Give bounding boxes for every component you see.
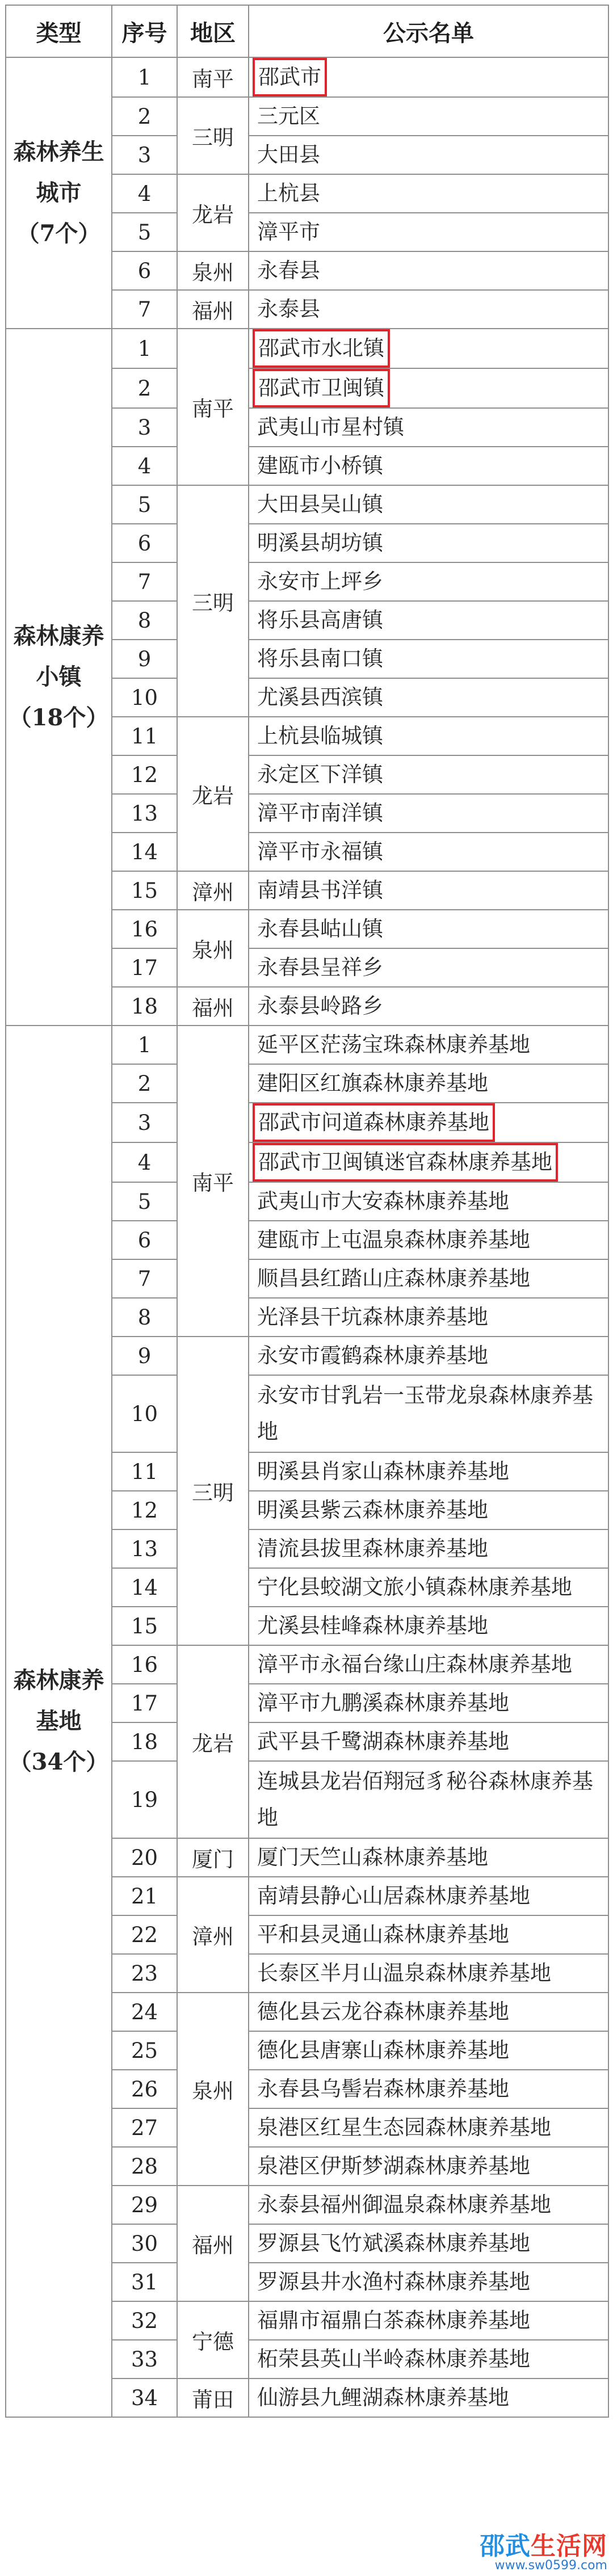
name-cell <box>249 833 608 871</box>
name-cell <box>249 1026 608 1064</box>
region-cell: 南平 <box>177 57 249 97</box>
category-cell <box>6 57 112 329</box>
seq-cell: 5 <box>112 213 177 251</box>
table-header-row <box>6 5 608 57</box>
seq-cell: 8 <box>112 1298 177 1337</box>
seq-cell: 13 <box>112 1529 177 1568</box>
name-text: 永春县 <box>257 258 320 283</box>
region-cell: 龙岩 <box>177 174 249 251</box>
region-cell: 三明 <box>177 485 249 717</box>
name-cell <box>249 524 608 562</box>
name-cell <box>249 213 608 251</box>
name-cell <box>249 871 608 910</box>
name-text: 厦门天竺山森林康养基地 <box>257 1845 488 1869</box>
region-cell: 宁德 <box>177 2301 249 2379</box>
name-text: 永春县呈祥乡 <box>257 955 383 980</box>
watermark-logo <box>480 2525 607 2573</box>
region-cell: 福州 <box>177 987 249 1026</box>
name-cell <box>249 2186 608 2224</box>
name-text: 将乐县南口镇 <box>257 646 383 671</box>
seq-cell: 4 <box>112 447 177 485</box>
seq-cell: 29 <box>112 2186 177 2224</box>
name-text: 连城县龙岩佰翔冠豸秘谷森林康养基地 <box>257 1769 593 1830</box>
name-cell <box>249 1568 608 1607</box>
name-cell <box>249 678 608 717</box>
seq-cell: 8 <box>112 601 177 640</box>
name-text: 永安市霞鹤森林康养基地 <box>257 1343 488 1368</box>
region-cell: 南平 <box>177 329 249 485</box>
name-cell <box>249 57 608 97</box>
seq-cell: 27 <box>112 2108 177 2147</box>
name-cell <box>249 1877 608 1915</box>
watermark-brand-a: 邵武 <box>480 2532 531 2561</box>
name-text: 明溪县胡坊镇 <box>257 531 383 555</box>
seq-cell: 2 <box>112 97 177 136</box>
seq-cell: 18 <box>112 1722 177 1761</box>
name-text: 大田县吴山镇 <box>257 492 383 516</box>
category-line: 森林康养 <box>13 1667 104 1693</box>
name-text: 上杭县 <box>257 181 320 205</box>
region-cell: 三明 <box>177 97 249 174</box>
name-cell <box>249 97 608 136</box>
seq-cell: 4 <box>112 1142 177 1182</box>
name-text: 清流县拔里森林康养基地 <box>257 1536 488 1561</box>
name-cell <box>249 1103 608 1142</box>
name-text: 武夷山市大安森林康养基地 <box>257 1189 509 1213</box>
category-line: （34个） <box>9 1749 109 1775</box>
seq-cell: 1 <box>112 57 177 97</box>
seq-cell: 22 <box>112 1915 177 1954</box>
name-text: 泉港区伊斯梦湖森林康养基地 <box>257 2154 530 2178</box>
name-cell <box>249 1491 608 1529</box>
name-text: 建阳区红旗森林康养基地 <box>257 1071 488 1095</box>
name-text: 漳平市永福镇 <box>257 839 383 864</box>
header-type: 类型 <box>6 5 112 57</box>
seq-cell: 5 <box>112 1182 177 1221</box>
name-cell <box>249 1375 608 1452</box>
seq-cell: 20 <box>112 1838 177 1877</box>
table-row <box>6 57 608 97</box>
name-text: 顺昌县红踏山庄森林康养基地 <box>257 1266 530 1291</box>
seq-cell: 13 <box>112 794 177 833</box>
seq-cell: 2 <box>112 1064 177 1103</box>
region-cell: 厦门 <box>177 1838 249 1877</box>
name-cell <box>249 2340 608 2379</box>
name-cell <box>249 948 608 987</box>
seq-cell: 9 <box>112 640 177 678</box>
name-text: 光泽县干坑森林康养基地 <box>257 1305 488 1329</box>
highlighted-name: 邵武市 <box>253 58 327 96</box>
seq-cell: 7 <box>112 1259 177 1298</box>
table-body <box>6 57 608 2417</box>
name-cell <box>249 1182 608 1221</box>
seq-cell: 4 <box>112 174 177 213</box>
name-text: 延平区茫荡宝珠森林康养基地 <box>257 1032 530 1057</box>
name-cell <box>249 1337 608 1375</box>
name-cell <box>249 1064 608 1103</box>
region-cell: 泉州 <box>177 251 249 290</box>
category-line: 基地 <box>36 1708 82 1734</box>
name-text: 罗源县飞竹斌溪森林康养基地 <box>257 2231 530 2255</box>
region-cell: 南平 <box>177 1026 249 1337</box>
highlighted-name: 邵武市卫闽镇 <box>253 369 390 407</box>
name-text: 大田县 <box>257 142 320 167</box>
name-text: 永泰县 <box>257 297 320 321</box>
seq-cell: 28 <box>112 2147 177 2186</box>
name-cell <box>249 1298 608 1337</box>
name-cell <box>249 2070 608 2108</box>
name-text: 武夷山市星村镇 <box>257 415 404 439</box>
name-cell <box>249 1722 608 1761</box>
seq-cell: 10 <box>112 678 177 717</box>
seq-cell: 6 <box>112 251 177 290</box>
name-cell <box>249 408 608 447</box>
name-text: 南靖县书洋镇 <box>257 878 383 902</box>
region-cell: 福州 <box>177 2186 249 2301</box>
name-cell <box>249 717 608 755</box>
seq-cell: 30 <box>112 2224 177 2263</box>
highlighted-name: 邵武市水北镇 <box>253 329 390 368</box>
region-cell: 泉州 <box>177 910 249 987</box>
seq-cell: 3 <box>112 136 177 174</box>
name-cell <box>249 251 608 290</box>
seq-cell: 14 <box>112 1568 177 1607</box>
name-cell <box>249 1838 608 1877</box>
seq-cell: 6 <box>112 1221 177 1259</box>
name-cell <box>249 1954 608 1993</box>
name-cell <box>249 2263 608 2301</box>
seq-cell: 1 <box>112 1026 177 1064</box>
region-cell: 三明 <box>177 1337 249 1645</box>
seq-cell: 34 <box>112 2379 177 2417</box>
seq-cell: 25 <box>112 2031 177 2070</box>
name-text: 平和县灵通山森林康养基地 <box>257 1922 509 1947</box>
category-line: （18个） <box>9 704 109 731</box>
name-cell <box>249 1221 608 1259</box>
seq-cell: 26 <box>112 2070 177 2108</box>
seq-cell: 11 <box>112 717 177 755</box>
category-line: 森林养生 <box>13 138 104 165</box>
name-text: 漳平市永福台缘山庄森林康养基地 <box>257 1652 572 1676</box>
seq-cell: 9 <box>112 1337 177 1375</box>
category-cell <box>6 1026 112 2417</box>
region-cell: 漳州 <box>177 1877 249 1993</box>
name-cell <box>249 1259 608 1298</box>
region-cell: 龙岩 <box>177 1645 249 1838</box>
name-text: 福鼎市福鼎白茶森林康养基地 <box>257 2308 530 2333</box>
category-cell <box>6 329 112 1026</box>
name-text: 武平县千鹭湖森林康养基地 <box>257 1729 509 1754</box>
seq-cell: 16 <box>112 910 177 948</box>
name-cell <box>249 1452 608 1491</box>
seq-cell: 15 <box>112 1607 177 1645</box>
name-text: 永泰县岭路乡 <box>257 994 383 1018</box>
seq-cell: 10 <box>112 1375 177 1452</box>
seq-cell: 32 <box>112 2301 177 2340</box>
name-text: 永定区下洋镇 <box>257 762 383 787</box>
seq-cell: 21 <box>112 1877 177 1915</box>
seq-cell: 17 <box>112 948 177 987</box>
name-text: 长泰区半月山温泉森林康养基地 <box>257 1961 551 1985</box>
category-line: 森林康养 <box>13 623 104 649</box>
name-cell <box>249 1993 608 2031</box>
watermark-brand-b: 生活网 <box>531 2532 607 2561</box>
name-cell <box>249 755 608 794</box>
name-cell <box>249 290 608 329</box>
name-text: 将乐县高唐镇 <box>257 608 383 632</box>
name-cell <box>249 485 608 524</box>
table-row <box>6 1026 608 1064</box>
seq-cell: 23 <box>112 1954 177 1993</box>
name-cell <box>249 910 608 948</box>
seq-cell: 11 <box>112 1452 177 1491</box>
name-text: 南靖县静心山居森林康养基地 <box>257 1884 530 1908</box>
seq-cell: 6 <box>112 524 177 562</box>
name-text: 建瓯市上屯温泉森林康养基地 <box>257 1228 530 1252</box>
name-text: 永安市上坪乡 <box>257 569 383 594</box>
seq-cell: 16 <box>112 1645 177 1684</box>
seq-cell: 2 <box>112 368 177 408</box>
name-text: 三元区 <box>257 104 320 128</box>
list-table <box>5 5 609 2418</box>
name-text: 德化县唐寨山森林康养基地 <box>257 2038 509 2062</box>
name-cell <box>249 1645 608 1684</box>
name-text: 永春县乌髻岩森林康养基地 <box>257 2077 509 2101</box>
name-cell <box>249 1607 608 1645</box>
name-text: 尤溪县西滨镇 <box>257 685 383 709</box>
highlighted-name: 邵武市问道森林康养基地 <box>253 1103 495 1142</box>
seq-cell: 7 <box>112 562 177 601</box>
name-text: 泉港区红星生态园森林康养基地 <box>257 2115 551 2140</box>
name-text: 宁化县蛟湖文旅小镇森林康养基地 <box>257 1575 572 1599</box>
seq-cell: 3 <box>112 408 177 447</box>
name-text: 建瓯市小桥镇 <box>257 453 383 478</box>
region-cell: 福州 <box>177 290 249 329</box>
seq-cell: 7 <box>112 290 177 329</box>
name-cell <box>249 2031 608 2070</box>
seq-cell: 3 <box>112 1103 177 1142</box>
name-cell <box>249 640 608 678</box>
seq-cell: 12 <box>112 1491 177 1529</box>
header-list: 公示名单 <box>249 5 608 57</box>
name-text: 漳平市九鹏溪森林康养基地 <box>257 1691 509 1715</box>
name-cell <box>249 368 608 408</box>
watermark-url: www.sw0599.com <box>494 2558 607 2573</box>
highlighted-name: 邵武市卫闽镇迷官森林康养基地 <box>253 1143 558 1182</box>
name-text: 明溪县肖家山森林康养基地 <box>257 1459 509 1484</box>
region-cell: 漳州 <box>177 871 249 910</box>
header-seq: 序号 <box>112 5 177 57</box>
watermark-brand <box>480 2525 607 2562</box>
name-cell <box>249 2108 608 2147</box>
name-text: 尤溪县桂峰森林康养基地 <box>257 1613 488 1638</box>
category-line: 城市 <box>36 179 82 206</box>
name-cell <box>249 329 608 368</box>
name-cell <box>249 2379 608 2417</box>
table-row <box>6 329 608 368</box>
category-line: 小镇 <box>36 663 82 690</box>
name-cell <box>249 794 608 833</box>
name-cell <box>249 1761 608 1838</box>
name-cell <box>249 1142 608 1182</box>
name-text: 仙游县九鲤湖森林康养基地 <box>257 2385 509 2410</box>
name-text: 罗源县井水渔村森林康养基地 <box>257 2270 530 2294</box>
name-text: 漳平市南洋镇 <box>257 801 383 825</box>
name-text: 德化县云龙谷森林康养基地 <box>257 1999 509 2024</box>
seq-cell: 31 <box>112 2263 177 2301</box>
seq-cell: 33 <box>112 2340 177 2379</box>
name-text: 明溪县紫云森林康养基地 <box>257 1498 488 1522</box>
name-cell <box>249 136 608 174</box>
name-text: 永泰县福州御温泉森林康养基地 <box>257 2192 551 2217</box>
seq-cell: 1 <box>112 329 177 368</box>
name-cell <box>249 987 608 1026</box>
name-cell <box>249 1915 608 1954</box>
seq-cell: 19 <box>112 1761 177 1838</box>
region-cell: 莆田 <box>177 2379 249 2417</box>
seq-cell: 17 <box>112 1684 177 1722</box>
name-cell <box>249 2301 608 2340</box>
name-cell <box>249 2224 608 2263</box>
name-cell <box>249 601 608 640</box>
header-region: 地区 <box>177 5 249 57</box>
seq-cell: 5 <box>112 485 177 524</box>
name-cell <box>249 1684 608 1722</box>
name-text: 永安市甘乳岩一玉带龙泉森林康养基地 <box>257 1383 593 1444</box>
name-cell <box>249 562 608 601</box>
seq-cell: 14 <box>112 833 177 871</box>
name-cell <box>249 1529 608 1568</box>
seq-cell: 24 <box>112 1993 177 2031</box>
seq-cell: 18 <box>112 987 177 1026</box>
name-text: 永春县岵山镇 <box>257 917 383 941</box>
name-cell <box>249 2147 608 2186</box>
name-cell <box>249 447 608 485</box>
region-cell: 泉州 <box>177 1993 249 2186</box>
name-text: 柘荣县英山半岭森林康养基地 <box>257 2347 530 2371</box>
seq-cell: 15 <box>112 871 177 910</box>
name-cell <box>249 174 608 213</box>
name-text: 漳平市 <box>257 220 320 244</box>
category-line: （7个） <box>16 220 101 247</box>
seq-cell: 12 <box>112 755 177 794</box>
region-cell: 龙岩 <box>177 717 249 871</box>
name-text: 上杭县临城镇 <box>257 724 383 748</box>
